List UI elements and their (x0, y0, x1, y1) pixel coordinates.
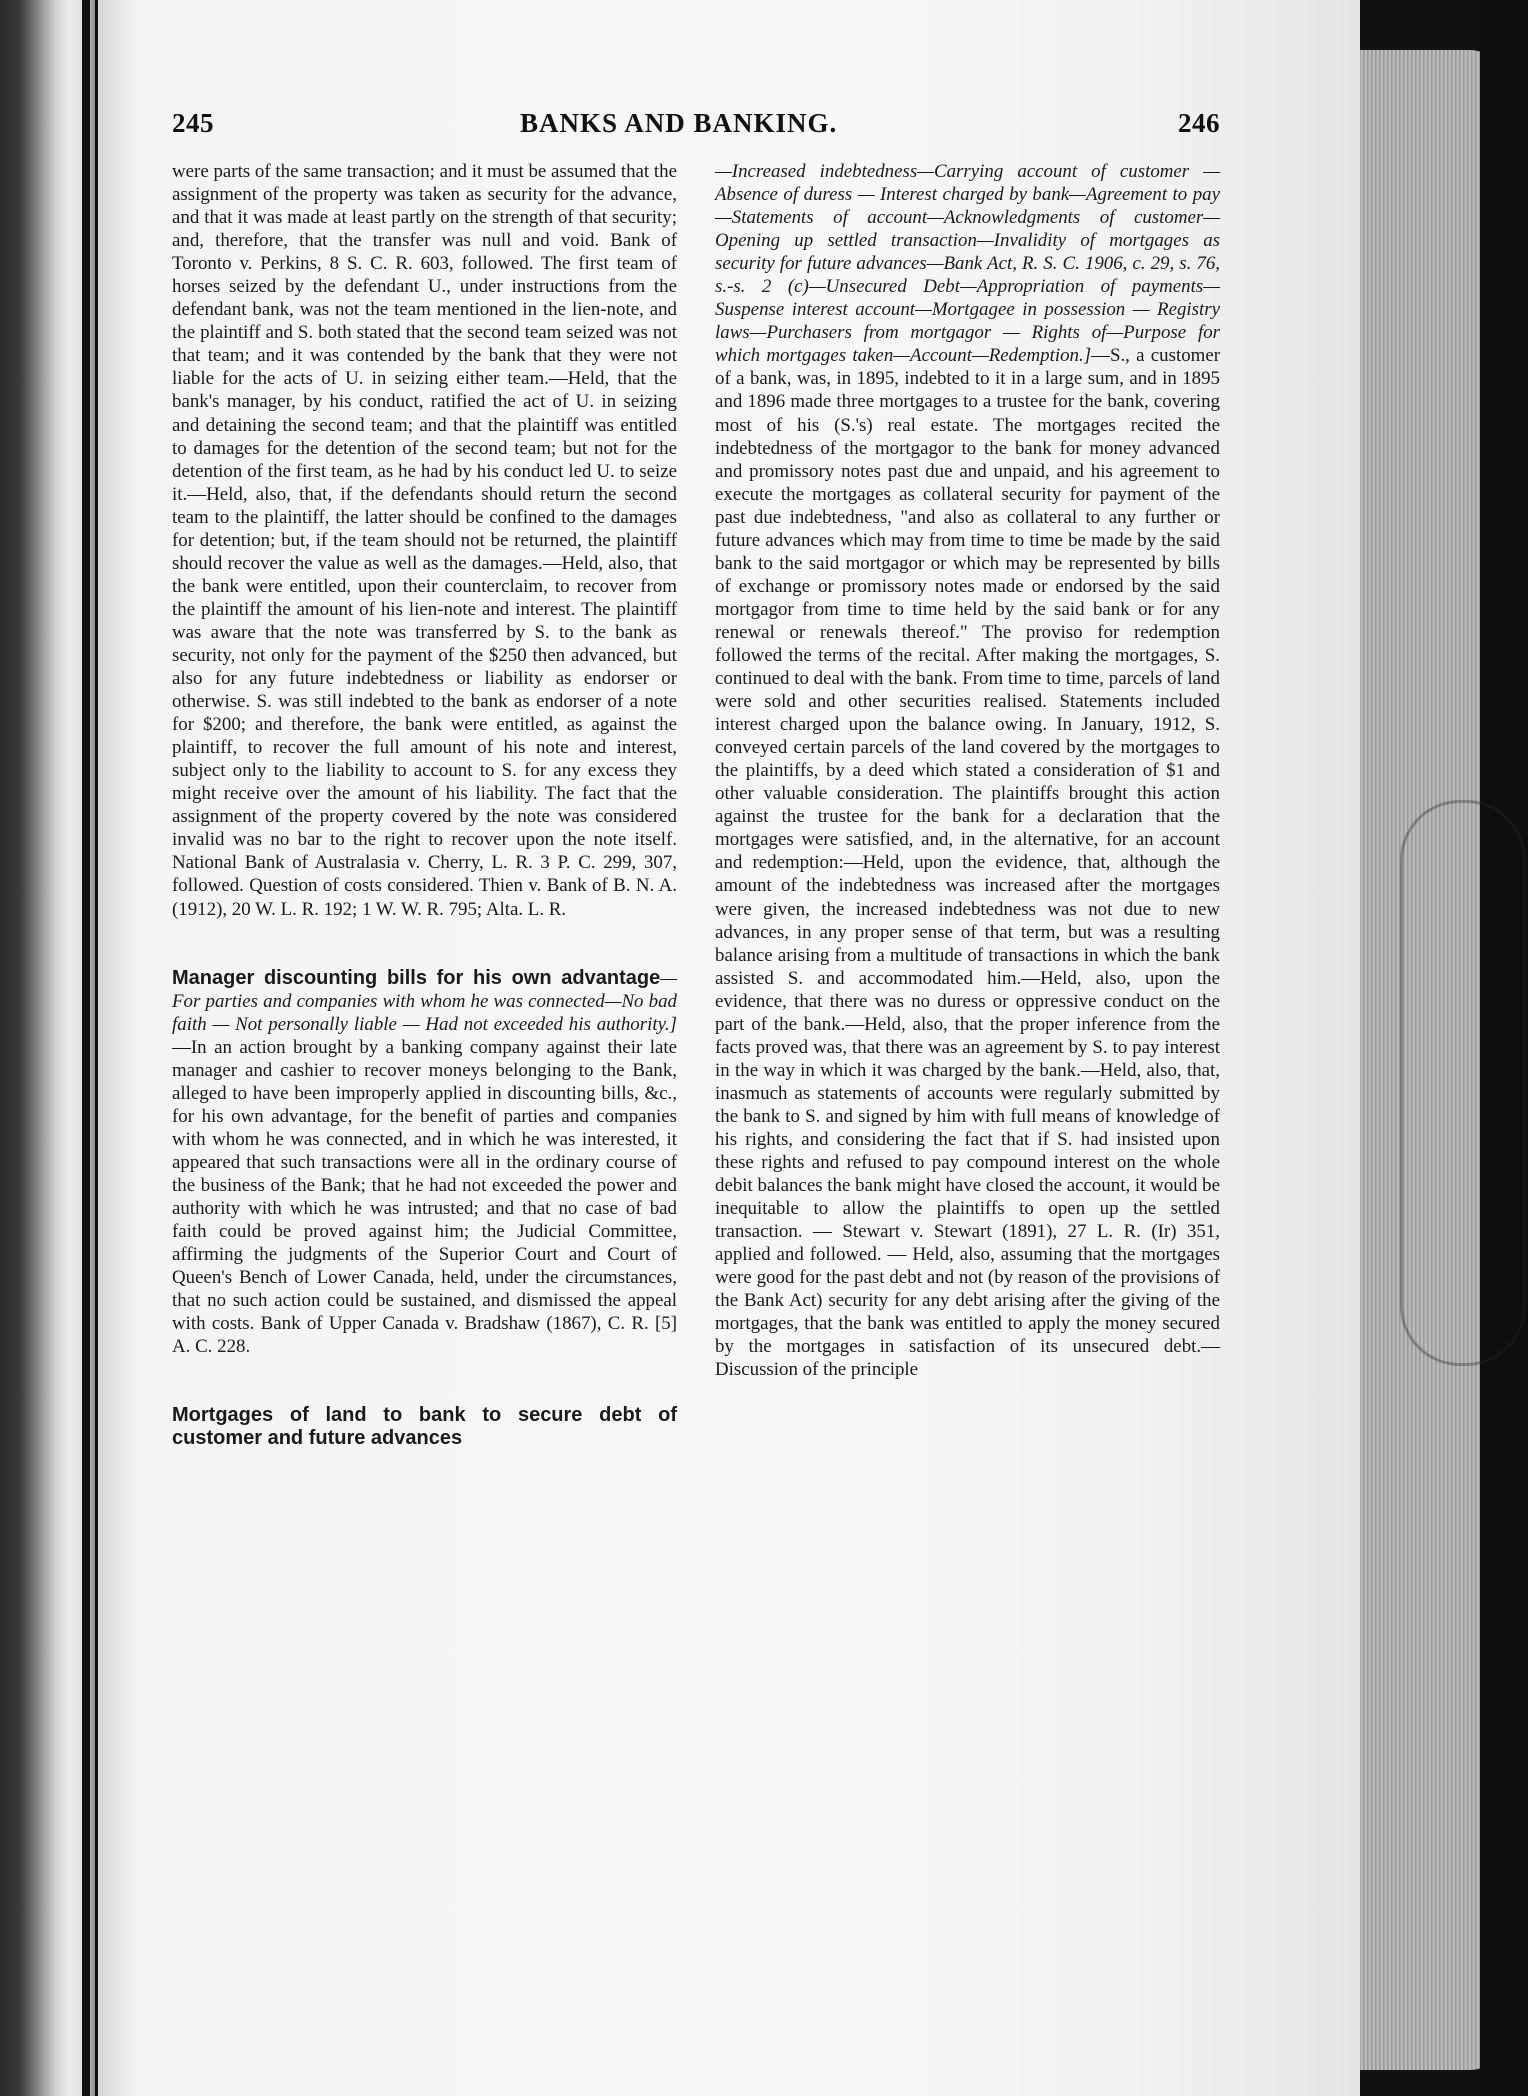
section-heading: Mortgages of land to bank to secure debt of customer and future advances (172, 1404, 677, 1450)
headnote-italic: —For parties and companies with whom he was connected—No bad faith — Not personally liable — Had not exceeded his authority.] (172, 967, 677, 1035)
section-heading: Manager discounting bills for his own advantage (172, 966, 661, 989)
paragraph-body: —S., a customer of a bank, was, in 1895, indebted to it in a large sum, and in 1895 and 1896 made three mortgages to a trustee for the bank, covering most of his (S.'s) real estate. The mortgages recited the indebtedness of the mortgagor to the bank for money advanced and promissory notes past due and unpaid, and his agreement to execute the mortgages as collateral security for payment of the past due indebtedness, "and also as collateral to any further or future advances which may from time to time be made by the said bank to the said mortgagor or which may be represented by bills of exchange or promissory notes made or endorsed by the said mortgagor from time to time held by the said bank or for any renewal or renewals thereof." The proviso for redemption followed the terms of the recital. After making the mortgages, S. continued to deal with the bank. From time to time, parcels of land were sold and other securities realised. Statements included interest charged upon the balance owing. In January, 1912, S. conveyed certain parcels of the land covered by the mortgages to the plaintiffs, by a deed which stated a consideration of $1 and other valuable consideration. The plaintiffs brought this action against the trustee for the bank for a declaration that the mortgages were satisfied, and, in the alternative, for an account and redemption:—Held, upon the evidence, that, although the amount of the indebtedness was increased after the mortgages were given, the increased indebtedness was not due to new advances, in any proper sense of that term, but was a resulting balance arising from a multitude of transactions in which the bank assisted S. and accommodated him.—Held, also, upon the evidence, that there was no duress or oppressive conduct on the part of the bank.—Held, also, that the proper inference from the facts proved was, that there was an agreement by S. to pay interest in the way in which it was charged by the bank.—Held, also, that, inasmuch as statements of accounts were regularly submitted by the bank to S. and signed by him with full means of knowledge of his rights, and considering the fact that if S. had insisted upon these rights and refused to pay compound interest on the whole debit balances the bank might have closed the account, it would be inequitable to allow the plaintiffs to open up the settled transaction. — Stewart v. Stewart (1891), 27 L. R. (Ir) 351, applied and followed. — Held, also, assuming that the mortgages were good for the past debt and not (by reason of the provisions of the Bank Act) security for any debt arising after the giving of the mortgages, that the bank was entitled to apply the money secured by the mortgages in satisfaction of its unsecured debt.—Discussion of the principle (715, 345, 1221, 1381)
book-spine (82, 0, 90, 2096)
right-column (715, 160, 1220, 1381)
left-column (172, 160, 677, 1450)
left-page-edge (0, 0, 95, 2096)
left-paragraph-1: were parts of the same transaction; and it must be assumed that the assignment of the property was taken as security for the advance, and that it was made at least partly on the strength of that security; and, therefore, that the transfer was null and void. Bank of Toronto v. Perkins, 8 S. C. R. 603, followed. The first team of horses seized by the defendant U., under instructions from the defendant bank, was not the team mentioned in the lien-note, and the plaintiff and S. both stated that the second team seized was not that team; and it was contended by the bank that they were not liable for the acts of U. in seizing either team.—Held, that the bank's manager, by his conduct, ratified the act of U. in seizing and detaining the second team; and that the plaintiff was entitled to damages for the detention of the second team; but not for the detention of the first team, as he had by his conduct led U. to seize it.—Held, also, that, if the defendants should return the second team to the plaintiff, the latter should be confined to the damages for detention; but, if the team should not be returned, the plaintiff should recover the value as well as the damages.—Held, also, that the bank were entitled, upon their counterclaim, to recover from the plaintiff the amount of his lien-note and interest. The plaintiff was aware that the note was transferred by S. to the bank as security, not only for the payment of the $250 then advanced, but also for any future indebtedness or liability as endorser or otherwise. S. was still indebted to the bank as endorser of a note for $200; and therefore, the bank were entitled, as against the plaintiff, to recover the full amount of his note and interest, subject only to the liability to account to S. for any excess they might receive over the amount of his liability. The fact that the assignment of the property covered by the note was considered invalid was no bar to the right to recover upon the note itself. National Bank of Australasia v. Cherry, L. R. 3 P. C. 299, 307, followed. Question of costs considered. Thien v. Bank of B. N. A. (1912), 20 W. L. R. 192; 1 W. W. R. 795; Alta. L. R. (172, 161, 677, 920)
left-page-number: 245 (172, 108, 214, 138)
right-paragraph (715, 160, 1220, 1381)
left-paragraph-2 (172, 967, 677, 1359)
headnote-italic: —Increased indebtedness—Carrying account of customer — Absence of duress — Interest charged by bank—Agreement to pay—Statements of account—Acknowledgments of customer—Opening up settled transaction—Invalidity of mortgages as security for future advances—Bank Act, R. S. C. 1906, c. 29, s. 76, s.-s. 2 (c)—Unsecured Debt—Appropriation of payments—Suspense interest account—Mortgagee in possession — Registry laws—Purchasers from mortgagor — Rights of—Purpose for which mortgages taken—Account—Redemption.] (715, 161, 1220, 367)
section-gap (172, 1358, 677, 1404)
section-gap (172, 921, 677, 967)
library-stamp (1400, 800, 1526, 1366)
paragraph-body: —In an action brought by a banking company against their late manager and cashier to recover moneys belonging to the Bank, alleged to have been improperly applied in discounting bills, &c., for his own advantage, for the benefit of parties and companies with whom he was connected, and in which he was interested, it appeared that such transactions were all in the ordinary course of the business of the Bank; that he had not exceeded the power and authority with which he was intrusted; and that no case of bad faith could be proved against him; the Judicial Committee, affirming the judgments of the Superior Court and Court of Queen's Bench of Lower Canada, held, under the circumstances, that no such action could be sustained, and dismissed the appeal with costs. Bank of Upper Canada v. Bradshaw (1867), C. R. [5] A. C. 228. (172, 1036, 677, 1358)
right-page-number: 246 (1178, 108, 1220, 138)
running-title: BANKS AND BANKING. (520, 108, 838, 138)
